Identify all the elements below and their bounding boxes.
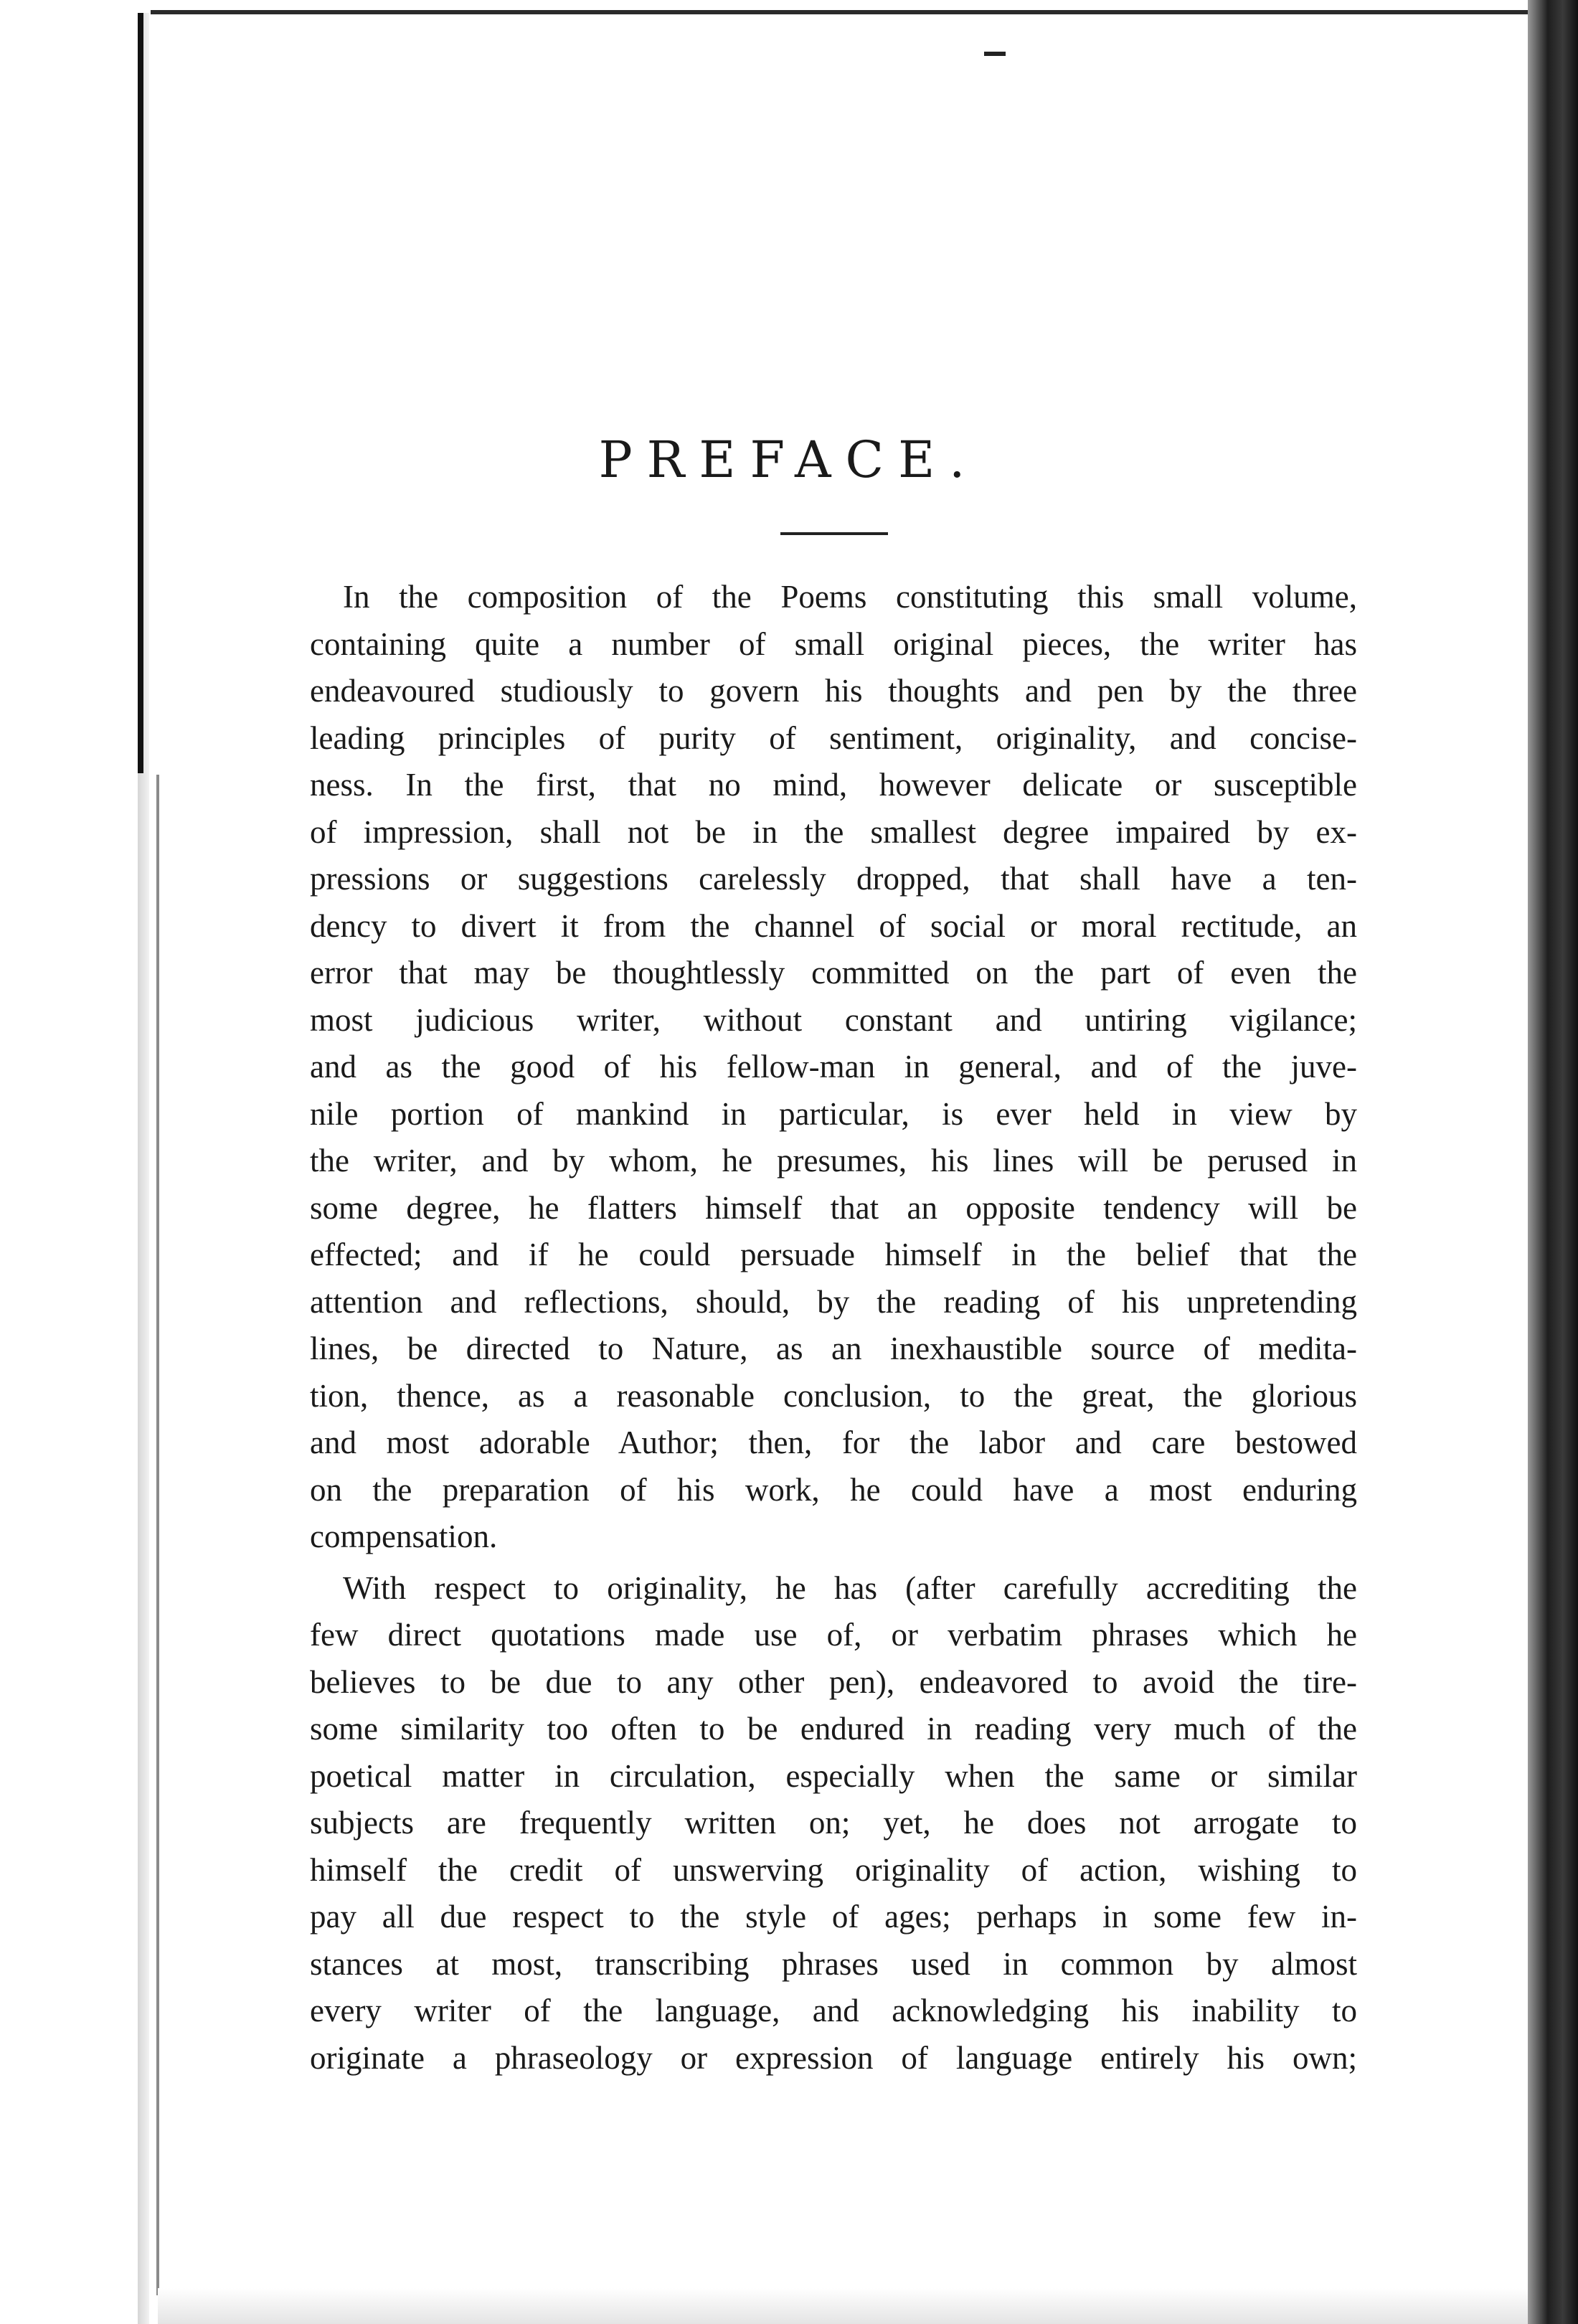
scan-bottom-shadow	[158, 2288, 1528, 2324]
text-line: effected; and if he could persuade himself in the belief that the	[310, 1237, 1357, 1272]
scan-right-edge	[1528, 0, 1578, 2324]
text-line: error that may be thoughtlessly committed on the part of even the	[310, 955, 1357, 991]
text-line: most judicious writer, without constant and untiring vigilance;	[310, 1001, 1357, 1038]
text-line: of impression, shall not be in the smallest degree impaired by ex-	[310, 813, 1357, 850]
text-line: lines, be directed to Nature, as an inexhaustible source of medita-	[310, 1331, 1357, 1366]
text-line: and as the good of his fellow-man in general, and of the juve-	[310, 1049, 1357, 1085]
scan-left-rule-lower	[156, 775, 159, 2295]
scan-top-border	[151, 10, 1578, 14]
text-line: endeavoured studiously to govern his thoughts and pen by the three	[310, 673, 1357, 709]
paragraph-1	[310, 574, 1357, 1561]
heading-rule	[780, 532, 888, 535]
text-line: the writer, and by whom, he presumes, his lines will be perused in	[310, 1143, 1357, 1178]
text-line: ness. In the first, that no mind, however delicate or susceptible	[310, 767, 1357, 803]
text-line: some similarity too often to be endured in reading very much of the	[310, 1711, 1357, 1747]
text-line: and most adorable Author; then, for the labor and care bestowed	[310, 1425, 1357, 1460]
text-line: attention and reflections, should, by the reading of his unpretending	[310, 1283, 1357, 1320]
text-line: originate a phraseology or expression of language entirely his own;	[310, 2039, 1357, 2076]
preface-body	[310, 574, 1357, 2086]
scan-left-rule	[138, 13, 143, 773]
text-line: few direct quotations made use of, or verbatim phrases which he	[310, 1617, 1357, 1653]
text-line: pay all due respect to the style of ages; perhaps in some few in-	[310, 1899, 1357, 1935]
text-line: himself the credit of unswerving originality of action, wishing to	[310, 1851, 1357, 1888]
text-line: compensation.	[310, 1518, 498, 1554]
page-heading: PREFACE.	[598, 430, 980, 489]
text-line: stances at most, transcribing phrases used in common by almost	[310, 1945, 1357, 1982]
text-line: subjects are frequently written on; yet, he does not arrogate to	[310, 1805, 1357, 1841]
text-line: In the composition of the Poems constituting this small volume,	[343, 579, 1357, 615]
text-line: some degree, he flatters himself that an opposite tendency will be	[310, 1189, 1357, 1226]
text-line: tion, thence, as a reasonable conclusion, to the great, the glorious	[310, 1377, 1357, 1414]
text-line: on the preparation of his work, he could have a most enduring	[310, 1471, 1357, 1508]
text-line: leading principles of purity of sentiment, originality, and concise-	[310, 719, 1357, 756]
text-line: containing quite a number of small original pieces, the writer has	[310, 625, 1357, 662]
scan-top-mark	[984, 52, 1006, 56]
text-line: every writer of the language, and acknowledging his inability to	[310, 1993, 1357, 2028]
text-line: pressions or suggestions carelessly dropped, that shall have a ten-	[310, 861, 1357, 897]
text-line: With respect to originality, he has (after carefully accrediting the	[343, 1569, 1357, 1606]
text-line: nile portion of mankind in particular, is ever held in view by	[310, 1095, 1357, 1132]
paragraph-2	[310, 1565, 1357, 2082]
text-line: poetical matter in circulation, especially when the same or similar	[310, 1757, 1357, 1794]
text-line: believes to be due to any other pen), endeavored to avoid the tire-	[310, 1663, 1357, 1700]
text-line: dency to divert it from the channel of social or moral rectitude, an	[310, 907, 1357, 944]
